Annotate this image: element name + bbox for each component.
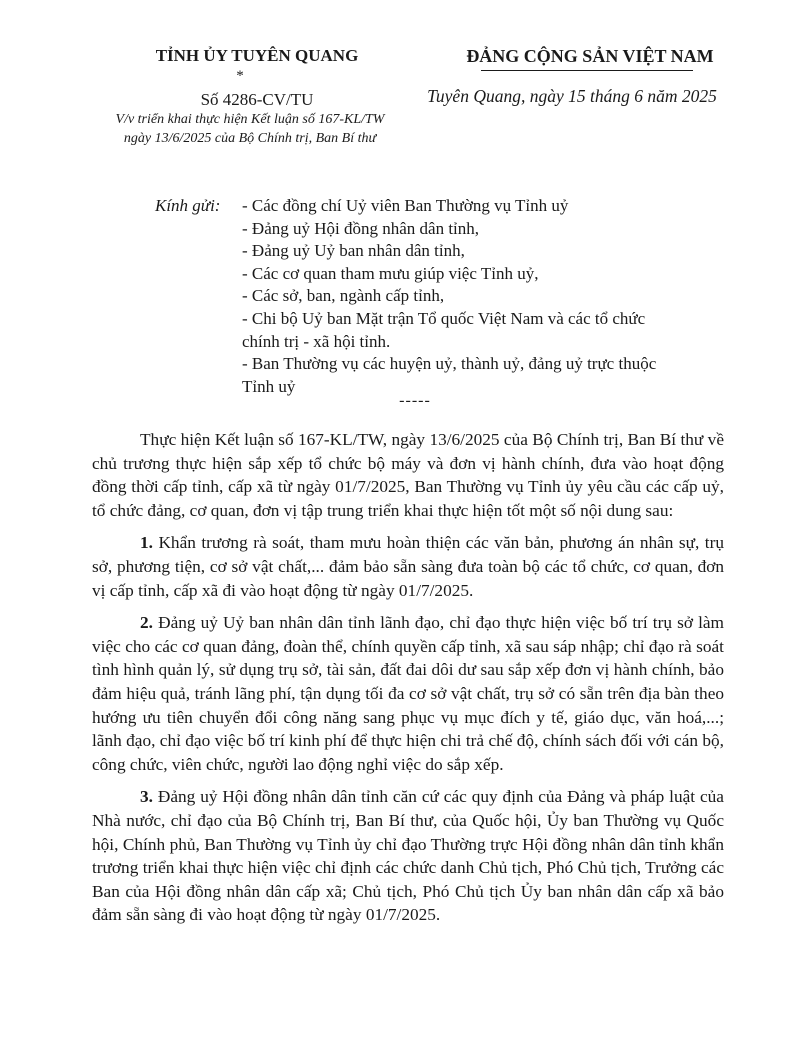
document-body: [92, 428, 724, 936]
section-separator: -----: [399, 392, 431, 409]
recipient-item: - Các sở, ban, ngành cấp tỉnh,: [242, 286, 445, 306]
recipient-item: - Ban Thường vụ các huyện uỷ, thành uỷ, đảng uỷ trực thuộc: [242, 354, 657, 374]
item-number: 3.: [140, 787, 153, 807]
issuing-organization: TỈNH ỦY TUYÊN QUANG: [155, 46, 359, 65]
item-text: Đảng uỷ Uỷ ban nhân dân tỉnh lãnh đạo, chỉ đạo thực hiện việc bố trí trụ sở làm việc cho các cơ quan đảng, đoàn thể, chính quyền cấp tỉnh, xã sau sáp nhập; chỉ đạo rà soát tình hình quản lý, sử dụng trụ sở, tài sản, đất đai dôi dư sau sắp xếp đơn vị hành chính, bảo đảm hiệu quả, tránh lãng phí, tận dụng tối đa cơ sở vật chất, trụ sở có sẵn trên địa bàn theo hướng ưu tiên chuyển đổi công năng sang phục vụ mục đích y tế, giáo dục, văn hoá,...; lãnh đạo, chỉ đạo việc bố trí kinh phí để thực hiện chi trả chế độ, chính sách đối với cán bộ, công chức, viên chức, người lao động nghỉ việc do sắp xếp.: [92, 613, 724, 774]
document-subject: [70, 110, 430, 148]
recipients-list: [242, 195, 742, 398]
item-number: 2.: [140, 613, 153, 633]
recipients-label: Kính gửi:: [155, 196, 221, 215]
item-number: 1.: [140, 533, 153, 553]
numbered-paragraph: [92, 785, 724, 927]
document-date: Tuyên Quang, ngày 15 tháng 6 năm 2025: [427, 86, 717, 106]
numbered-paragraph: [92, 531, 724, 602]
item-text: Khẩn trương rà soát, tham mưu hoàn thiện các văn bản, phương án nhân sự, trụ sở, phương tiện, cơ sở vật chất,... đảm bảo sẵn sàng đưa toàn bộ các tổ chức, cơ quan, đơn vị cấp tỉnh, cấp xã đi vào hoạt động từ ngày 01/7/2025.: [92, 533, 724, 600]
document-number: Số 4286-CV/TU: [200, 90, 314, 109]
recipient-item: Tỉnh uỷ: [242, 376, 296, 396]
recipient-item: chính trị - xã hội tỉnh.: [242, 331, 391, 351]
party-name: ĐẢNG CỘNG SẢN VIỆT NAM: [466, 46, 714, 66]
numbered-paragraph: [92, 611, 724, 776]
recipient-item: - Các cơ quan tham mưu giúp việc Tỉnh uỷ,: [242, 263, 539, 283]
header-underline: [481, 70, 693, 71]
subject-line: ngày 13/6/2025 của Bộ Chính trị, Ban Bí thư: [123, 131, 377, 146]
intro-paragraph: Thực hiện Kết luận số 167-KL/TW, ngày 13/6/2025 của Bộ Chính trị, Ban Bí thư về chủ trương thực hiện sắp xếp tổ chức bộ máy và đơn vị hành chính, đưa vào hoạt động đồng thời cấp tỉnh, cấp xã từ ngày 01/7/2025, Ban Thường vụ Tỉnh ủy yêu cầu các cấp uỷ, tổ chức đảng, cơ quan, đơn vị tập trung triển khai thực hiện tốt một số nội dung sau:: [92, 430, 724, 520]
star-mark: *: [236, 68, 244, 84]
item-text: Đảng uỷ Hội đồng nhân dân tỉnh căn cứ các quy định của Đảng và pháp luật của Nhà nước, chỉ đạo của Bộ Chính trị, Ban Bí thư, của Quốc hội, Ủy ban Thường vụ Quốc hội, Chính phủ, Ban Thường vụ Tỉnh ủy chỉ đạo Thường trực Hội đồng nhân dân tỉnh khẩn trương triển khai thực hiện việc chỉ định các chức danh Chủ tịch, Phó Chủ tịch, Trưởng các Ban của Hội đồng nhân dân cấp xã; Chủ tịch, Phó Chủ tịch Ủy ban nhân dân cấp xã bảo đảm sẵn sàng đi vào hoạt động từ ngày 01/7/2025.: [92, 787, 724, 925]
subject-line: V/v triển khai thực hiện Kết luận số 167-KL/TW: [115, 112, 385, 127]
recipient-item: - Đảng uỷ Hội đồng nhân dân tỉnh,: [242, 218, 480, 238]
recipient-item: - Đảng uỷ Uỷ ban nhân dân tỉnh,: [242, 241, 465, 261]
recipient-item: - Các đồng chí Uỷ viên Ban Thường vụ Tỉnh uỷ: [242, 196, 569, 215]
recipient-item: - Chi bộ Uỷ ban Mặt trận Tổ quốc Việt Nam và các tổ chức: [242, 308, 646, 328]
